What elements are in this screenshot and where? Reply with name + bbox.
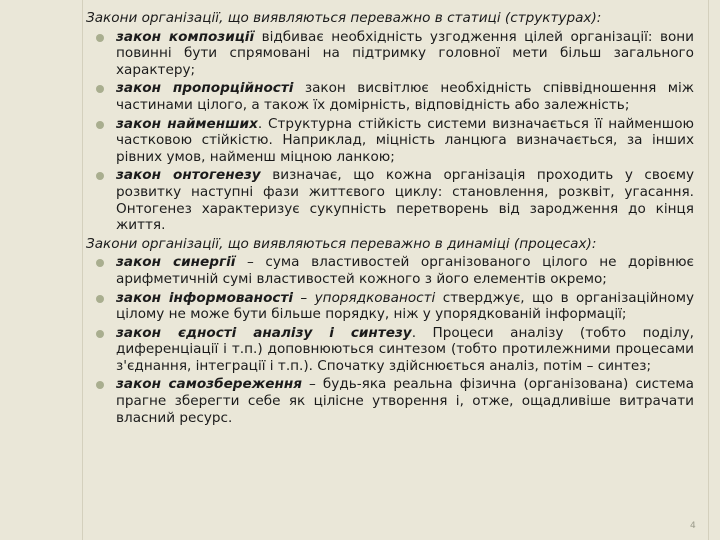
section-heading-statics: Закони організації, що виявляються переважно в статиці (структурах): xyxy=(86,10,602,26)
law-description: стверджує, що в організаційному цілому не може бути більше порядку, ніж у упорядкованій інформації; xyxy=(116,289,694,323)
bullet-icon xyxy=(96,121,104,129)
list-item xyxy=(86,325,694,375)
list-item xyxy=(86,80,694,113)
law-term: закон найменших xyxy=(116,115,258,132)
list-item xyxy=(86,376,694,426)
bullet-icon xyxy=(96,381,104,389)
bullet-icon xyxy=(96,34,104,42)
list-item xyxy=(86,167,694,233)
law-term: закон самозбереження xyxy=(116,376,302,393)
bullet-icon xyxy=(96,295,104,303)
law-term: закон пропорційності xyxy=(116,80,294,97)
law-term: закон синергії xyxy=(116,254,236,271)
law-description: – будь-яка реальна фізична (організована) система прагне зберегти себе як цілісне утворення і, отже, ощадливіше витрачати власний ресурс. xyxy=(116,376,694,426)
section-heading-dynamics: Закони організації, що виявляються переважно в динаміці (процесах): xyxy=(86,235,597,252)
law-description: закон висвітлює необхідність співвідношення між частинами цілого, а також їх домірність, відповідність або залежність; xyxy=(116,80,695,113)
list-item xyxy=(86,254,694,287)
slide-content xyxy=(86,10,694,428)
left-divider-line xyxy=(82,0,83,540)
law-term: закон інформованості xyxy=(116,289,294,306)
list-item xyxy=(86,290,694,323)
law-description: . Структурна стійкість системи визначається її найменшою частковою стійкістю. Наприклад, міцність ланцюга визначається, за інших рівних умов, найменш міцною ланкою; xyxy=(116,115,694,165)
list-item xyxy=(86,29,694,79)
bullet-icon xyxy=(96,172,104,180)
law-description: визначає, що кожна організація проходить у своєму розвитку наступні фази життєвого циклу: становлення, розквіт, угасання. Онтогенез характеризує сукупність перетворень від зародження до кінця життя. xyxy=(116,167,694,234)
law-description: відбиває необхідність узгодження цілей організації: вони повинні бути спрямовані на підтримку головної мети більш загального характеру; xyxy=(116,28,694,78)
page-number: 4 xyxy=(690,521,696,531)
law-term: закон онтогенезу xyxy=(116,167,261,184)
bullet-icon xyxy=(96,85,104,93)
law-term: закон композиції xyxy=(116,28,255,45)
list-item xyxy=(86,116,694,166)
bullet-icon xyxy=(96,330,104,338)
law-description: . Процеси аналізу (тобто поділу, диференціації і т.п.) доповнюються синтезом (тобто протилежними процесами з'єднання, інтеграції і т.п.). Спочатку здійснюється аналіз, потім – синтез; xyxy=(116,324,695,374)
bullet-icon xyxy=(96,259,104,267)
law-description: – сума властивостей організованого цілого не дорівнює арифметичній сумі властивостей кожного з його елементів окремо; xyxy=(116,254,694,287)
right-divider-line xyxy=(708,0,709,540)
law-description-emphasis: – упорядкованості xyxy=(293,289,436,306)
law-term: закон єдності аналізу і синтезу xyxy=(116,324,412,341)
